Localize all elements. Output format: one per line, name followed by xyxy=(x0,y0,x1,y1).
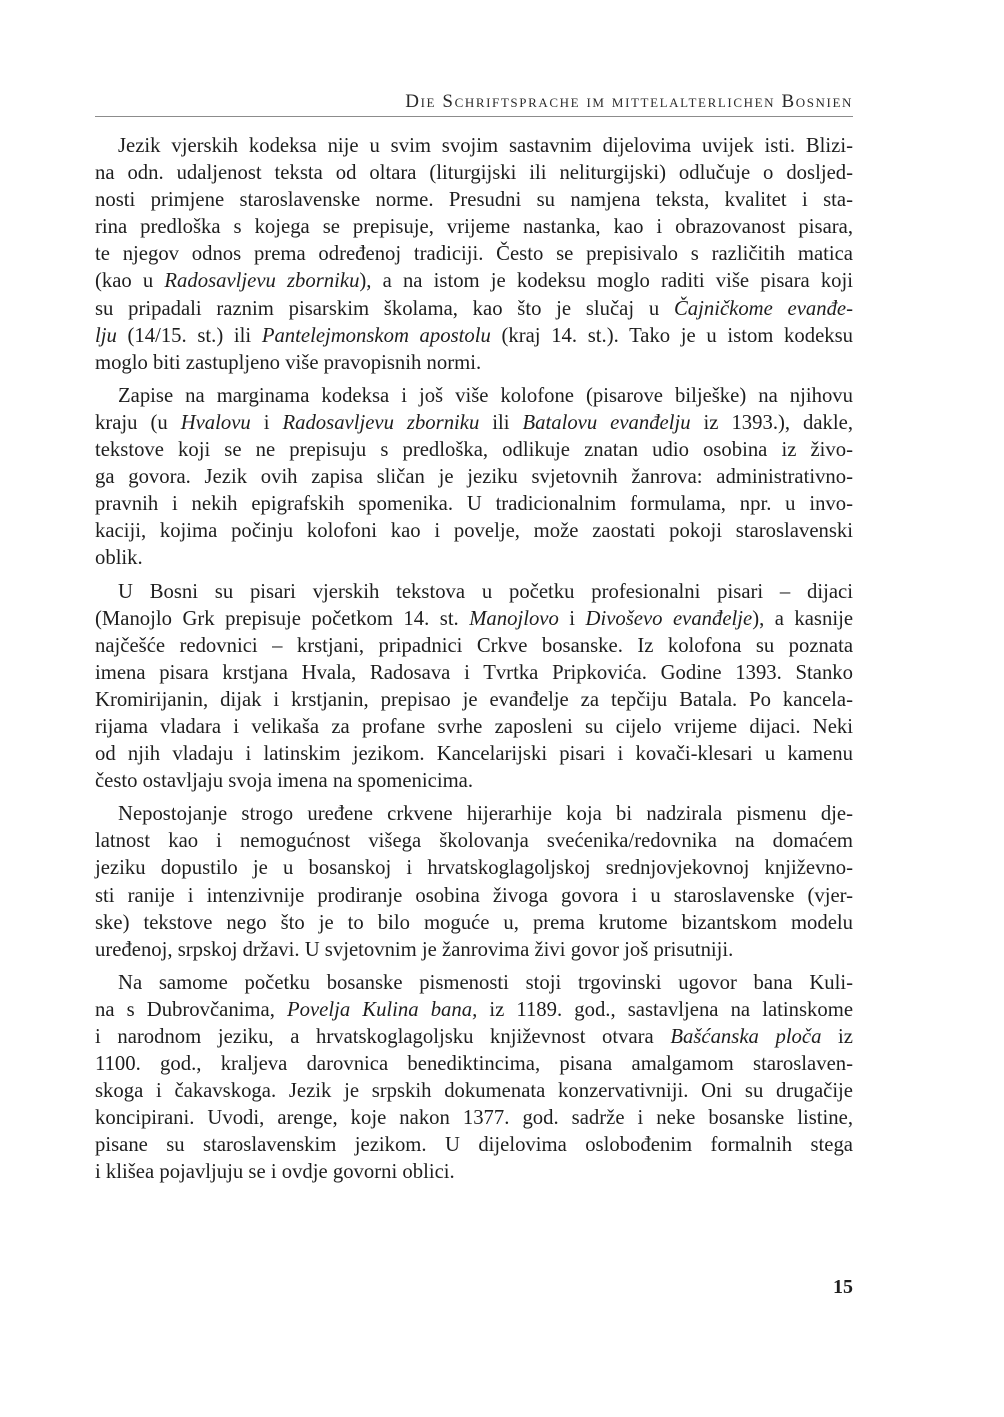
text-line xyxy=(95,296,853,323)
text-run: te njegov odnos prema određenoj tradiciji. Često se prepisivalo s različitih matica xyxy=(95,243,853,266)
text-line xyxy=(95,437,853,464)
text-line xyxy=(95,1024,853,1051)
text-run: Na samome početku bosanske pismenosti stoji trgovinski ugovor bana Kuli- xyxy=(118,971,853,994)
text-run: kraju (u xyxy=(95,411,181,434)
italic-title: Manojlovo xyxy=(469,607,559,630)
text-line xyxy=(95,606,853,633)
text-run: tekstove koji se ne prepisuju s predloška, odlikuje znatan udio osobina iz živo- xyxy=(95,439,853,462)
text-line xyxy=(95,545,853,572)
text-line xyxy=(95,855,853,882)
italic-title: Čajničkome evanđe- xyxy=(673,297,853,320)
text-run: na odn. udaljenost teksta od oltara (liturgijski ili neliturgijski) odlučuje o dosljed- xyxy=(95,162,853,185)
text-run: Kromirijanin, dijak i krstjanin, prepisao je evanđelje za tepčiju Batala. Po kancela- xyxy=(95,688,853,711)
text-run: (kraj 14. st.). Tako je u istom kodeksu xyxy=(490,324,854,347)
text-line xyxy=(95,768,853,795)
text-run: i narodnom jeziku, a hrvatskoglagoljsku književnost otvara xyxy=(95,1026,671,1048)
text-run: ), a na istom je kodeksu moglo raditi više pisara koji xyxy=(359,270,853,293)
text-run: i klišea pojavljuju se i ovdje govorni oblici. xyxy=(95,1161,455,1184)
text-run: imena pisara krstjana Hvala, Radosava i Tvrtka Pripkovića. Godine 1393. Stanko xyxy=(95,661,853,684)
text-run: rina predloška s kojega se prepisuje, vrijeme nastanka, kao i obrazovanost pisara, xyxy=(95,216,853,239)
text-run: Zapise na marginama kodeksa i još više kolofone (pisarove bilješke) na njihovu xyxy=(118,384,853,407)
text-run: pravnih i nekih epigrafskih spomenika. U tradicionalnim formulama, npr. u invo- xyxy=(95,493,853,516)
text-run: na s Dubrovčanima, xyxy=(95,998,287,1021)
running-title: Die Schriftsprache im mittelalterlichen Bosnien xyxy=(405,91,853,112)
text-run: oblik. xyxy=(95,547,143,570)
text-line xyxy=(95,997,853,1024)
body-text xyxy=(95,133,853,1187)
paragraph xyxy=(95,801,853,964)
text-run: uređenoj, srpskoj državi. U svjetovnim je žanrovima živi govor još prisutniji. xyxy=(95,938,734,961)
text-line xyxy=(95,883,853,910)
italic-title: Bašćanska ploča xyxy=(670,1026,822,1048)
text-run: 1100. god., kraljeva darovnica benediktincima, pisana amalgamom staroslaven- xyxy=(95,1053,853,1076)
text-line xyxy=(95,133,853,160)
text-line xyxy=(95,1105,853,1132)
paragraph xyxy=(95,133,853,377)
text-run: nosti primjene staroslavenske norme. Presudni su namjena teksta, kvalitet i sta- xyxy=(95,189,853,212)
text-line xyxy=(95,801,853,828)
text-run: najčešće redovnici – krstjani, pripadnici Crkve bosanske. Iz kolofona su poznata xyxy=(95,634,853,657)
paragraph xyxy=(95,970,853,1187)
italic-title: Radosavljevu zborniku xyxy=(164,270,360,293)
text-line xyxy=(95,1051,853,1078)
text-line xyxy=(95,241,853,268)
text-line xyxy=(95,187,853,214)
text-line xyxy=(95,350,853,377)
text-line xyxy=(95,660,853,687)
italic-title: Batalovu evanđelju xyxy=(522,411,691,434)
text-run: rijama vladara i velikaša za profane svrhe zaposleni su cijelo vrijeme dijaci. Neki xyxy=(95,715,853,738)
text-run: ili xyxy=(479,411,523,434)
text-line xyxy=(95,741,853,768)
text-run: sti ranije i intenzivnije prodiranje osobina živoga govora i u staroslavenske (vjer- xyxy=(95,884,853,907)
text-line xyxy=(95,910,853,937)
italic-title: Divoševo evanđelje xyxy=(585,607,753,630)
text-run: Nepostojanje strogo uređene crkvene hijerarhije koja bi nadzirala pismenu dje- xyxy=(118,803,853,826)
text-run: iz xyxy=(821,1026,853,1048)
text-run: ske) tekstove nego što je to bilo moguće u, prema krutome bizantskom modelu xyxy=(95,911,853,934)
text-run: su pripadali raznim pisarskim školama, kao što je slučaj u xyxy=(95,297,674,320)
text-run: i xyxy=(250,411,283,434)
text-run: jeziku dopustilo je u bosanskoj i hrvatskoglagoljskoj srednjovjekovnoj književno- xyxy=(95,857,853,880)
text-run: koncipirani. Uvodi, arenge, koje nakon 1377. god. sadrže i neke bosanske listine, xyxy=(95,1107,853,1130)
text-run: kaciji, kojima počinju kolofoni kao i povelje, može zaostati pokoji staroslavenski xyxy=(95,520,853,543)
italic-title: Pantelejmonskom apostolu xyxy=(261,324,491,347)
text-run: moglo biti zastupljeno više pravopisnih normi. xyxy=(95,351,482,374)
text-line xyxy=(95,160,853,187)
text-run: često ostavljaju svoja imena na spomenicima. xyxy=(95,770,474,793)
text-line xyxy=(95,518,853,545)
text-line xyxy=(95,1132,853,1159)
text-line xyxy=(95,268,853,295)
text-line xyxy=(95,937,853,964)
text-line xyxy=(95,970,853,997)
text-run: latnost kao i nemogućnost višega školovanja svećenika/redovnika na domaćem xyxy=(95,830,853,853)
paragraph xyxy=(95,579,853,796)
text-line xyxy=(95,633,853,660)
italic-title: lju xyxy=(95,324,117,347)
text-line xyxy=(95,464,853,491)
text-line xyxy=(95,214,853,241)
italic-title: Hvalovu xyxy=(180,411,251,434)
text-run: i xyxy=(558,607,586,630)
text-run: iz 1393.), dakle, xyxy=(690,411,853,434)
running-header xyxy=(95,88,853,117)
text-run: skoga i čakavskoga. Jezik je srpskih dokumenata konzervativniji. Oni su drugačije xyxy=(95,1080,853,1103)
text-run: pisane su staroslavenskim jezikom. U dijelovima oslobođenim formalnih stega xyxy=(95,1134,853,1157)
text-line xyxy=(95,1078,853,1105)
text-line xyxy=(95,579,853,606)
text-run: (14/15. st.) ili xyxy=(116,324,262,347)
text-line xyxy=(95,1159,853,1186)
text-run: od njih vladaju i latinskim jezikom. Kancelarijski pisari i kovači-klesari u kamenu xyxy=(95,743,853,766)
text-run: ), a kasnije xyxy=(752,607,854,630)
paragraph xyxy=(95,383,853,573)
text-line xyxy=(95,491,853,518)
text-run: U Bosni su pisari vjerskih tekstova u početku profesionalni pisari – dijaci xyxy=(118,580,853,603)
text-run: (Manojlo Grk prepisuje početkom 14. st. xyxy=(95,607,470,630)
text-line xyxy=(95,828,853,855)
text-line xyxy=(95,410,853,437)
text-line xyxy=(95,383,853,410)
text-run: ga govora. Jezik ovih zapisa sličan je jeziku svjetovnih žanrova: administrativno- xyxy=(95,466,853,489)
text-line xyxy=(95,687,853,714)
text-run: Jezik vjerskih kodeksa nije u svim svojim sastavnim dijelovima uvijek isti. Blizi- xyxy=(118,135,853,157)
text-run: (kao u xyxy=(95,270,165,293)
italic-title: Povelja Kulina bana, xyxy=(286,998,478,1021)
text-run: iz 1189. god., sastavljena na latinskome xyxy=(477,998,853,1021)
italic-title: Radosavljevu zborniku xyxy=(282,411,480,434)
page-number: 15 xyxy=(833,1276,853,1298)
text-line xyxy=(95,323,853,350)
text-line xyxy=(95,714,853,741)
